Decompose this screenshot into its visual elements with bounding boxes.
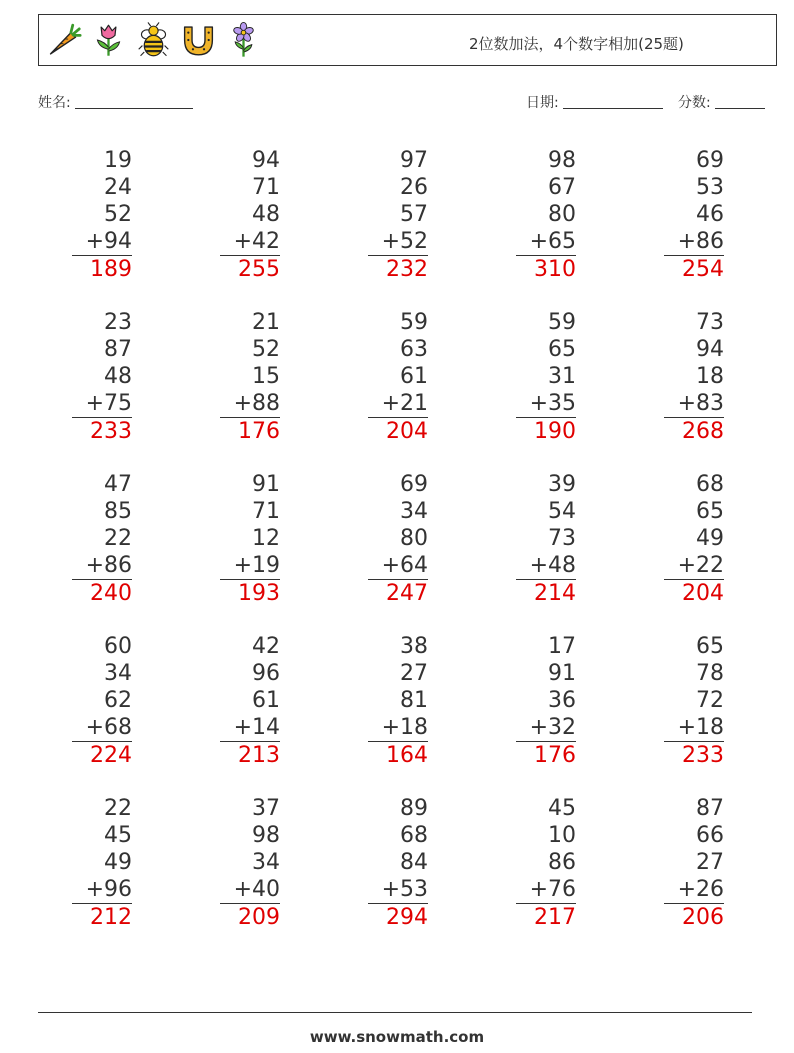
addend: 63 — [400, 337, 428, 362]
addend-last: +42 — [220, 228, 280, 256]
addend: 52 — [252, 337, 280, 362]
addition-problem — [664, 147, 724, 283]
addend: 62 — [104, 688, 132, 713]
addend: 66 — [696, 823, 724, 848]
addend: 91 — [252, 472, 280, 497]
addition-problem — [516, 795, 576, 931]
answer: 193 — [238, 581, 280, 606]
addend: 31 — [548, 364, 576, 389]
answer: 176 — [238, 419, 280, 444]
addend: 46 — [696, 202, 724, 227]
score-blank[interactable] — [715, 94, 765, 109]
carrot-icon — [45, 20, 82, 60]
tulip-icon — [90, 20, 127, 60]
addend: 80 — [548, 202, 576, 227]
addend: 48 — [252, 202, 280, 227]
addition-problem — [664, 309, 724, 445]
addend-last: +22 — [664, 552, 724, 580]
addend: 96 — [252, 661, 280, 686]
addition-problem — [368, 471, 428, 607]
answer: 204 — [682, 581, 724, 606]
addend: 45 — [548, 796, 576, 821]
addend: 69 — [400, 472, 428, 497]
addend: 86 — [548, 850, 576, 875]
addition-problem — [664, 471, 724, 607]
addition-problem — [516, 309, 576, 445]
addend: 39 — [548, 472, 576, 497]
header-icons — [45, 20, 262, 60]
answer: 217 — [534, 905, 576, 930]
addend-last: +32 — [516, 714, 576, 742]
addend-last: +18 — [664, 714, 724, 742]
addition-problem — [516, 471, 576, 607]
addend: 78 — [696, 661, 724, 686]
addend: 24 — [104, 175, 132, 200]
addend: 65 — [548, 337, 576, 362]
addend: 52 — [104, 202, 132, 227]
addend: 22 — [104, 796, 132, 821]
addend-last: +52 — [368, 228, 428, 256]
answer: 189 — [90, 257, 132, 282]
addend: 54 — [548, 499, 576, 524]
addend: 61 — [252, 688, 280, 713]
addend-last: +96 — [72, 876, 132, 904]
addend-last: +86 — [72, 552, 132, 580]
addition-problem — [220, 471, 280, 607]
worksheet-header — [38, 14, 777, 66]
addend: 94 — [252, 148, 280, 173]
addend: 34 — [400, 499, 428, 524]
addition-problem — [72, 633, 132, 769]
addend: 49 — [104, 850, 132, 875]
answer: 176 — [534, 743, 576, 768]
answer: 254 — [682, 257, 724, 282]
addend: 19 — [104, 148, 132, 173]
addend: 85 — [104, 499, 132, 524]
addend-last: +26 — [664, 876, 724, 904]
answer: 233 — [682, 743, 724, 768]
addend: 12 — [252, 526, 280, 551]
addend: 65 — [696, 634, 724, 659]
answer: 206 — [682, 905, 724, 930]
addend: 71 — [252, 499, 280, 524]
date-blank[interactable] — [563, 94, 663, 109]
addition-problem — [72, 147, 132, 283]
addend: 65 — [696, 499, 724, 524]
addend-last: +21 — [368, 390, 428, 418]
addend: 98 — [548, 148, 576, 173]
score-label: 分数: — [678, 95, 711, 111]
answer: 247 — [386, 581, 428, 606]
addend-last: +35 — [516, 390, 576, 418]
addend: 94 — [696, 337, 724, 362]
addend: 36 — [548, 688, 576, 713]
name-field — [38, 92, 193, 112]
addend: 17 — [548, 634, 576, 659]
addend: 87 — [104, 337, 132, 362]
addend: 59 — [548, 310, 576, 335]
name-blank[interactable] — [75, 94, 193, 109]
answer: 255 — [238, 257, 280, 282]
addend-last: +83 — [664, 390, 724, 418]
addend-last: +64 — [368, 552, 428, 580]
answer: 190 — [534, 419, 576, 444]
addition-problem — [72, 309, 132, 445]
addend: 26 — [400, 175, 428, 200]
addend-last: +88 — [220, 390, 280, 418]
addend: 27 — [696, 850, 724, 875]
name-label: 姓名: — [38, 95, 71, 111]
addend: 57 — [400, 202, 428, 227]
bee-icon — [135, 20, 172, 60]
addend: 45 — [104, 823, 132, 848]
addend: 60 — [104, 634, 132, 659]
addend-last: +86 — [664, 228, 724, 256]
addend-last: +68 — [72, 714, 132, 742]
answer: 204 — [386, 419, 428, 444]
flower-icon — [225, 20, 262, 60]
addend: 34 — [252, 850, 280, 875]
answer: 164 — [386, 743, 428, 768]
addend: 10 — [548, 823, 576, 848]
addend: 80 — [400, 526, 428, 551]
addend: 49 — [696, 526, 724, 551]
addition-problem — [664, 633, 724, 769]
addend: 37 — [252, 796, 280, 821]
addend-last: +14 — [220, 714, 280, 742]
footer-site: www.snowmath.com — [309, 1028, 485, 1046]
addition-problem — [368, 147, 428, 283]
addend: 69 — [696, 148, 724, 173]
addition-problem — [516, 633, 576, 769]
addend: 98 — [252, 823, 280, 848]
answer: 209 — [238, 905, 280, 930]
addend: 72 — [696, 688, 724, 713]
addition-problem — [220, 309, 280, 445]
addend: 89 — [400, 796, 428, 821]
addend: 84 — [400, 850, 428, 875]
addend: 59 — [400, 310, 428, 335]
addition-problem — [72, 471, 132, 607]
addition-problem — [368, 633, 428, 769]
answer: 294 — [386, 905, 428, 930]
addition-problem — [516, 147, 576, 283]
addend: 34 — [104, 661, 132, 686]
addend: 21 — [252, 310, 280, 335]
answer: 213 — [238, 743, 280, 768]
addend: 68 — [400, 823, 428, 848]
addition-problem — [368, 309, 428, 445]
addend: 15 — [252, 364, 280, 389]
answer: 212 — [90, 905, 132, 930]
addend: 97 — [400, 148, 428, 173]
answer: 310 — [534, 257, 576, 282]
addition-problem — [72, 795, 132, 931]
addition-problem — [220, 633, 280, 769]
answer: 224 — [90, 743, 132, 768]
horseshoe-icon — [180, 20, 217, 60]
addend-last: +19 — [220, 552, 280, 580]
addend: 71 — [252, 175, 280, 200]
addend: 48 — [104, 364, 132, 389]
addend: 87 — [696, 796, 724, 821]
addend-last: +48 — [516, 552, 576, 580]
addend: 67 — [548, 175, 576, 200]
addend: 91 — [548, 661, 576, 686]
addition-problem — [220, 147, 280, 283]
addend: 61 — [400, 364, 428, 389]
answer: 233 — [90, 419, 132, 444]
addend: 73 — [548, 526, 576, 551]
addend: 23 — [104, 310, 132, 335]
footer-divider — [38, 1012, 752, 1013]
addend: 38 — [400, 634, 428, 659]
addend: 18 — [696, 364, 724, 389]
addend-last: +75 — [72, 390, 132, 418]
addition-problem — [220, 795, 280, 931]
addend-last: +18 — [368, 714, 428, 742]
answer: 232 — [386, 257, 428, 282]
addend-last: +65 — [516, 228, 576, 256]
addend: 42 — [252, 634, 280, 659]
addend-last: +76 — [516, 876, 576, 904]
worksheet-title: 2位数加法，4个数字相加(25题) — [469, 35, 684, 53]
answer: 268 — [682, 419, 724, 444]
answer: 214 — [534, 581, 576, 606]
answer: 240 — [90, 581, 132, 606]
addend: 27 — [400, 661, 428, 686]
addition-problem — [664, 795, 724, 931]
addend: 22 — [104, 526, 132, 551]
addend: 81 — [400, 688, 428, 713]
addend: 53 — [696, 175, 724, 200]
addend-last: +94 — [72, 228, 132, 256]
addend-last: +40 — [220, 876, 280, 904]
addend-last: +53 — [368, 876, 428, 904]
addend: 73 — [696, 310, 724, 335]
addend: 68 — [696, 472, 724, 497]
date-label: 日期: — [526, 95, 559, 111]
score-field — [678, 92, 765, 112]
addition-problem — [368, 795, 428, 931]
date-field — [526, 92, 663, 112]
addend: 47 — [104, 472, 132, 497]
